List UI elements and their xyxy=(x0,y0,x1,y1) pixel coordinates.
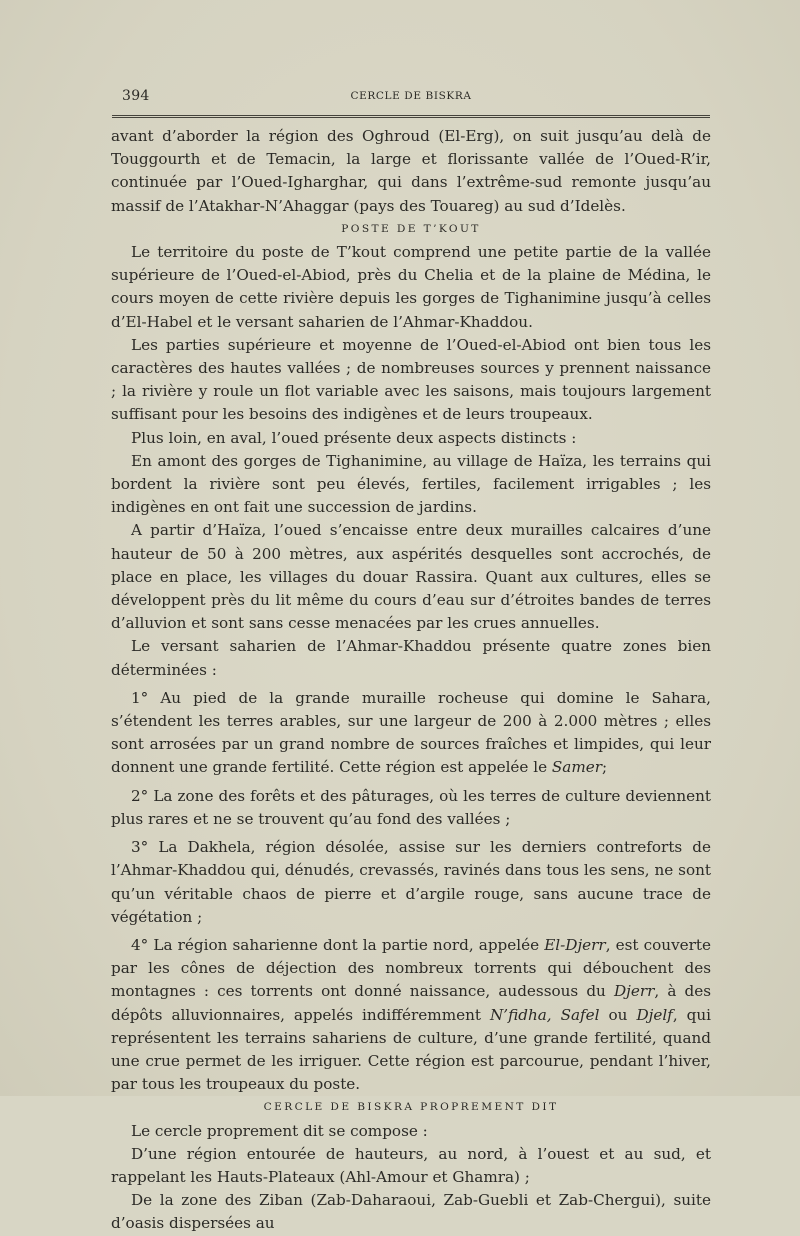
italic-term: Djelf xyxy=(636,1005,673,1024)
paragraph-zone-4 xyxy=(111,934,711,1096)
header-rule xyxy=(112,115,710,118)
paragraph: De la zone des Ziban (Zab-Daharaoui, Zab-Guebli et Zab-Chergui), suite d’oasis dispersées au xyxy=(111,1191,711,1233)
text-run: , à des dépôts alluvionnaires, appelés indifféremment xyxy=(111,982,712,1024)
paragraph-zone-3: 3° La Dakhela, région désolée, assise sur les derniers contreforts de l’Ahmar-Khaddou qui, dénudés, crevassés, ravinés dans tous les sens, ne sont qu’un véritable chaos de pierre et d’argile rouge, sans aucune trace de végétation ; xyxy=(111,838,711,926)
text-run: ou xyxy=(599,1005,637,1024)
text-run: , est couverte par les cônes de déjection des nombreux torrents qui débouchent des montagnes : ces torrents ont donné naissance, audessous du xyxy=(111,935,711,1001)
text-run: , qui représentent les terrains sahariens de culture, d’une grande fertilité, quand une crue permet de les irriguer. Cette région est parcourue, pendant l’hiver, par tous les troupeaux du poste. xyxy=(111,1005,711,1094)
paragraph: A partir d’Haïza, l’oued s’encaisse entre deux murailles calcaires d’une hauteur de 50 à 200 mètres, aux aspérités desquelles sont accrochés, de place en place, les villages du douar Rassira. Quant aux cultures, elles se développent près du lit même du cours d’eau sur d’étroites bandes de terres d’alluvion et sont sans cesse menacées par les crues annuelles. xyxy=(111,521,711,633)
paragraph-zone-1 xyxy=(111,687,711,780)
page-number: 394 xyxy=(122,88,150,104)
text-run: 1° Au pied de la grande muraille rocheuse qui domine le Sahara, s’étendent les terres arables, sur une largeur de 200 à 2.000 mètres ; elles sont arrosées par un grand nombre de sources fraîches et limpides, qui leur donnent une grande fertilité. Cette région est appelée le xyxy=(111,688,711,777)
text-run: ; xyxy=(602,758,608,777)
page-header xyxy=(112,88,710,108)
paragraph: Les parties supérieure et moyenne de l’Oued-el-Abiod ont bien tous les caractères des hautes vallées ; de nombreuses sources y prennent naissance ; la rivière y roule un flot variable avec les saisons, mais toujours largement suffisant pour les besoins des indigènes et de leurs troupeaux. xyxy=(111,335,711,424)
paragraph-zone-2: 2° La zone des forêts et des pâturages, où les terres de culture deviennent plus rares et ne se trouvent qu’au fond des vallées ; xyxy=(111,786,711,828)
text-run: 4° La région saharienne dont la partie nord, appelée xyxy=(131,935,545,954)
italic-term: Djerr xyxy=(613,982,655,1001)
running-title: CERCLE DE BISKRA xyxy=(350,90,472,102)
paragraph: En amont des gorges de Tighanimine, au village de Haïza, les terrains qui bordent la rivière sont peu élevés, fertiles, facilement irrigables ; les indigènes en ont fait une succession de jardins. xyxy=(111,451,711,517)
paragraph: Plus loin, en aval, l’oued présente deux aspects distincts : xyxy=(131,428,577,447)
italic-term: N’fidha, Safel xyxy=(489,1005,600,1024)
paragraph: Le cercle proprement dit se compose : xyxy=(131,1121,428,1140)
italic-term: Samer xyxy=(551,758,603,777)
section-heading-tkout: POSTE DE T’KOUT xyxy=(341,222,481,235)
italic-term: El-Djerr xyxy=(544,935,606,954)
paragraph: D’une région entourée de hauteurs, au nord, à l’ouest et au sud, et rappelant les Hauts-Plateaux (Ahl-Amour et Ghamra) ; xyxy=(111,1144,711,1186)
paragraph: Le territoire du poste de T’kout comprend une petite partie de la vallée supérieure de l’Oued-el-Abiod, près du Chelia et de la plaine de Médina, le cours moyen de cette rivière depuis les gorges de Tighanimine jusqu’à celles d’El-Habel et le versant saharien de l’Ahmar-Khaddou. xyxy=(111,243,711,331)
paragraph: Le versant saharien de l’Ahmar-Khaddou présente quatre zones bien déterminées : xyxy=(111,637,711,679)
paragraph-continued: avant d’aborder la région des Oghroud (El-Erg), on suit jusqu’au delà de Touggourth et de Temacin, la large et florissante vallée de l’Oued-R’ir, continuée par l’Oued-Igharghar, qui dans l’extrême-sud remonte jusqu’au massif de l’Atakhar-N’Ahaggar (pays des Touareg) au sud d’Idelès. xyxy=(111,127,711,215)
section-heading-biskra: CERCLE DE BISKRA PROPREMENT DIT xyxy=(263,1101,559,1114)
body-text xyxy=(111,125,711,1236)
